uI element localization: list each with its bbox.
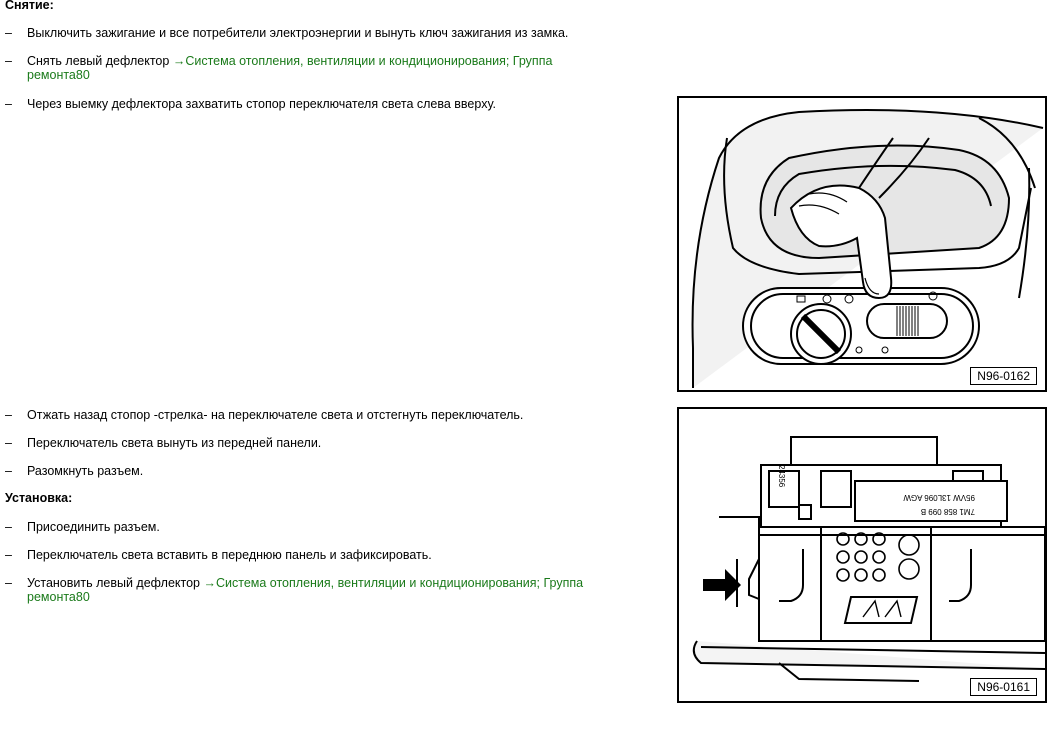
list-dash: –	[5, 408, 12, 422]
list-dash: –	[5, 520, 12, 534]
part-code: 95VW 13L096 AGW	[903, 493, 975, 502]
list-item	[5, 26, 635, 40]
installation-heading: Установка:	[5, 491, 73, 505]
part-number: 7M1 858 099 B	[920, 507, 975, 516]
list-dash: –	[5, 576, 12, 590]
step-text: Присоединить разъем.	[27, 520, 160, 534]
list-item	[5, 54, 605, 82]
deflector-link[interactable]: →Система отопления, вентиляции и кондиционирования; Группа ремонта80	[27, 576, 584, 604]
list-dash: –	[5, 97, 12, 111]
list-dash: –	[5, 26, 12, 40]
deflector-link[interactable]: →Система отопления, вентиляции и кондиционирования; Группа ремонта80	[27, 54, 553, 82]
list-dash: –	[5, 54, 12, 68]
step-text: Переключатель света вынуть из передней панели.	[27, 436, 322, 450]
removal-heading: Снятие:	[5, 0, 54, 12]
list-item	[5, 436, 635, 450]
switch-removal-illustration	[679, 98, 1045, 390]
step-text: Переключатель света вставить в переднюю панель и зафиксировать.	[27, 548, 432, 562]
list-item	[5, 97, 635, 111]
part-stamp: 24356	[777, 465, 786, 488]
list-item	[5, 520, 635, 534]
step-text: Разомкнуть разъем.	[27, 464, 144, 478]
list-dash: –	[5, 436, 12, 450]
step-text: Установить левый дефлектор	[27, 576, 204, 590]
step-text: Через выемку дефлектора захватить стопор переключателя света слева вверху.	[27, 97, 496, 111]
figure-switch-unclip	[677, 407, 1047, 703]
figure-switch-removal	[677, 96, 1047, 392]
list-item	[5, 408, 635, 422]
step-text: Отжать назад стопор -стрелка- на переключателе света и отстегнуть переключатель.	[27, 408, 524, 422]
list-item	[5, 548, 635, 562]
list-item	[5, 576, 635, 604]
list-dash: –	[5, 548, 12, 562]
list-item	[5, 464, 635, 478]
figure-label: N96-0162	[970, 367, 1037, 385]
switch-unclip-illustration	[679, 409, 1045, 701]
list-dash: –	[5, 464, 12, 478]
figure-label: N96-0161	[970, 678, 1037, 696]
step-text: Снять левый дефлектор	[27, 54, 173, 68]
step-text: Выключить зажигание и все потребители электроэнергии и вынуть ключ зажигания из замка.	[27, 26, 569, 40]
